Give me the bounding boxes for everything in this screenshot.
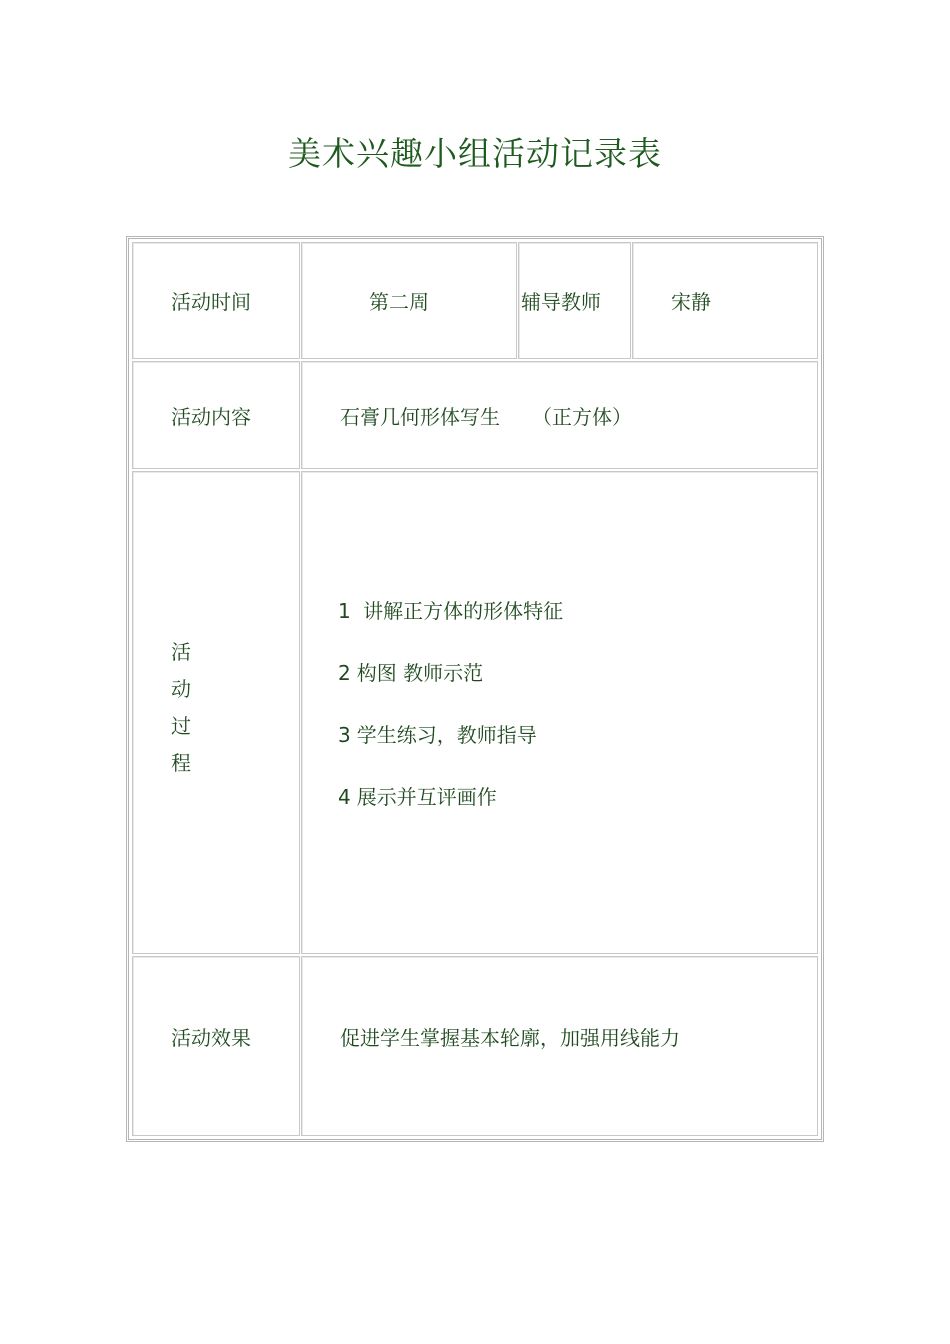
process-step-number: 3 [338, 723, 351, 747]
activity-content-value-cell [301, 361, 818, 469]
activity-process-label [171, 634, 201, 782]
process-step-text: 学生练习，教师指导 [356, 723, 537, 747]
process-step-text: 构图 教师示范 [356, 661, 484, 685]
activity-process-label-char: 过 [171, 714, 191, 738]
activity-time-label-cell [132, 242, 300, 359]
teacher-value-cell [632, 242, 818, 359]
activity-process-label-char: 动 [171, 677, 191, 701]
activity-effect-label-cell [132, 956, 300, 1136]
teacher-value: 宋静 [671, 290, 711, 314]
teacher-label: 辅导教师 [521, 290, 601, 314]
process-step [338, 720, 563, 782]
process-step-number: 2 [338, 661, 351, 685]
activity-content-label-cell [132, 361, 300, 469]
activity-time-label: 活动时间 [171, 290, 251, 314]
process-step-list [338, 596, 563, 844]
process-step [338, 658, 563, 720]
process-step-text: 展示并互评画作 [356, 785, 497, 809]
process-step [338, 782, 563, 844]
activity-effect-value-cell [301, 956, 818, 1136]
process-step [338, 596, 563, 658]
activity-effect-label: 活动效果 [171, 1025, 251, 1050]
activity-time-value: 第二周 [369, 290, 429, 314]
activity-content-note: （正方体） [532, 404, 632, 429]
activity-time-value-cell [301, 242, 517, 359]
process-step-text: 讲解正方体的形体特征 [356, 599, 564, 623]
process-step-number: 1 [338, 599, 351, 623]
activity-effect-value: 促进学生掌握基本轮廓，加强用线能力 [340, 1025, 680, 1050]
activity-process-label-char: 程 [171, 751, 191, 775]
page-title: 美术兴趣小组活动记录表 [288, 134, 662, 173]
process-step-number: 4 [338, 785, 351, 809]
activity-process-value-cell [301, 471, 818, 954]
teacher-label-cell [518, 242, 631, 359]
activity-content-label: 活动内容 [171, 404, 251, 429]
activity-process-label-cell [132, 471, 300, 954]
activity-record-table [126, 236, 824, 1142]
activity-process-label-char: 活 [171, 640, 191, 664]
activity-content-value: 石膏几何形体写生 [340, 404, 500, 429]
